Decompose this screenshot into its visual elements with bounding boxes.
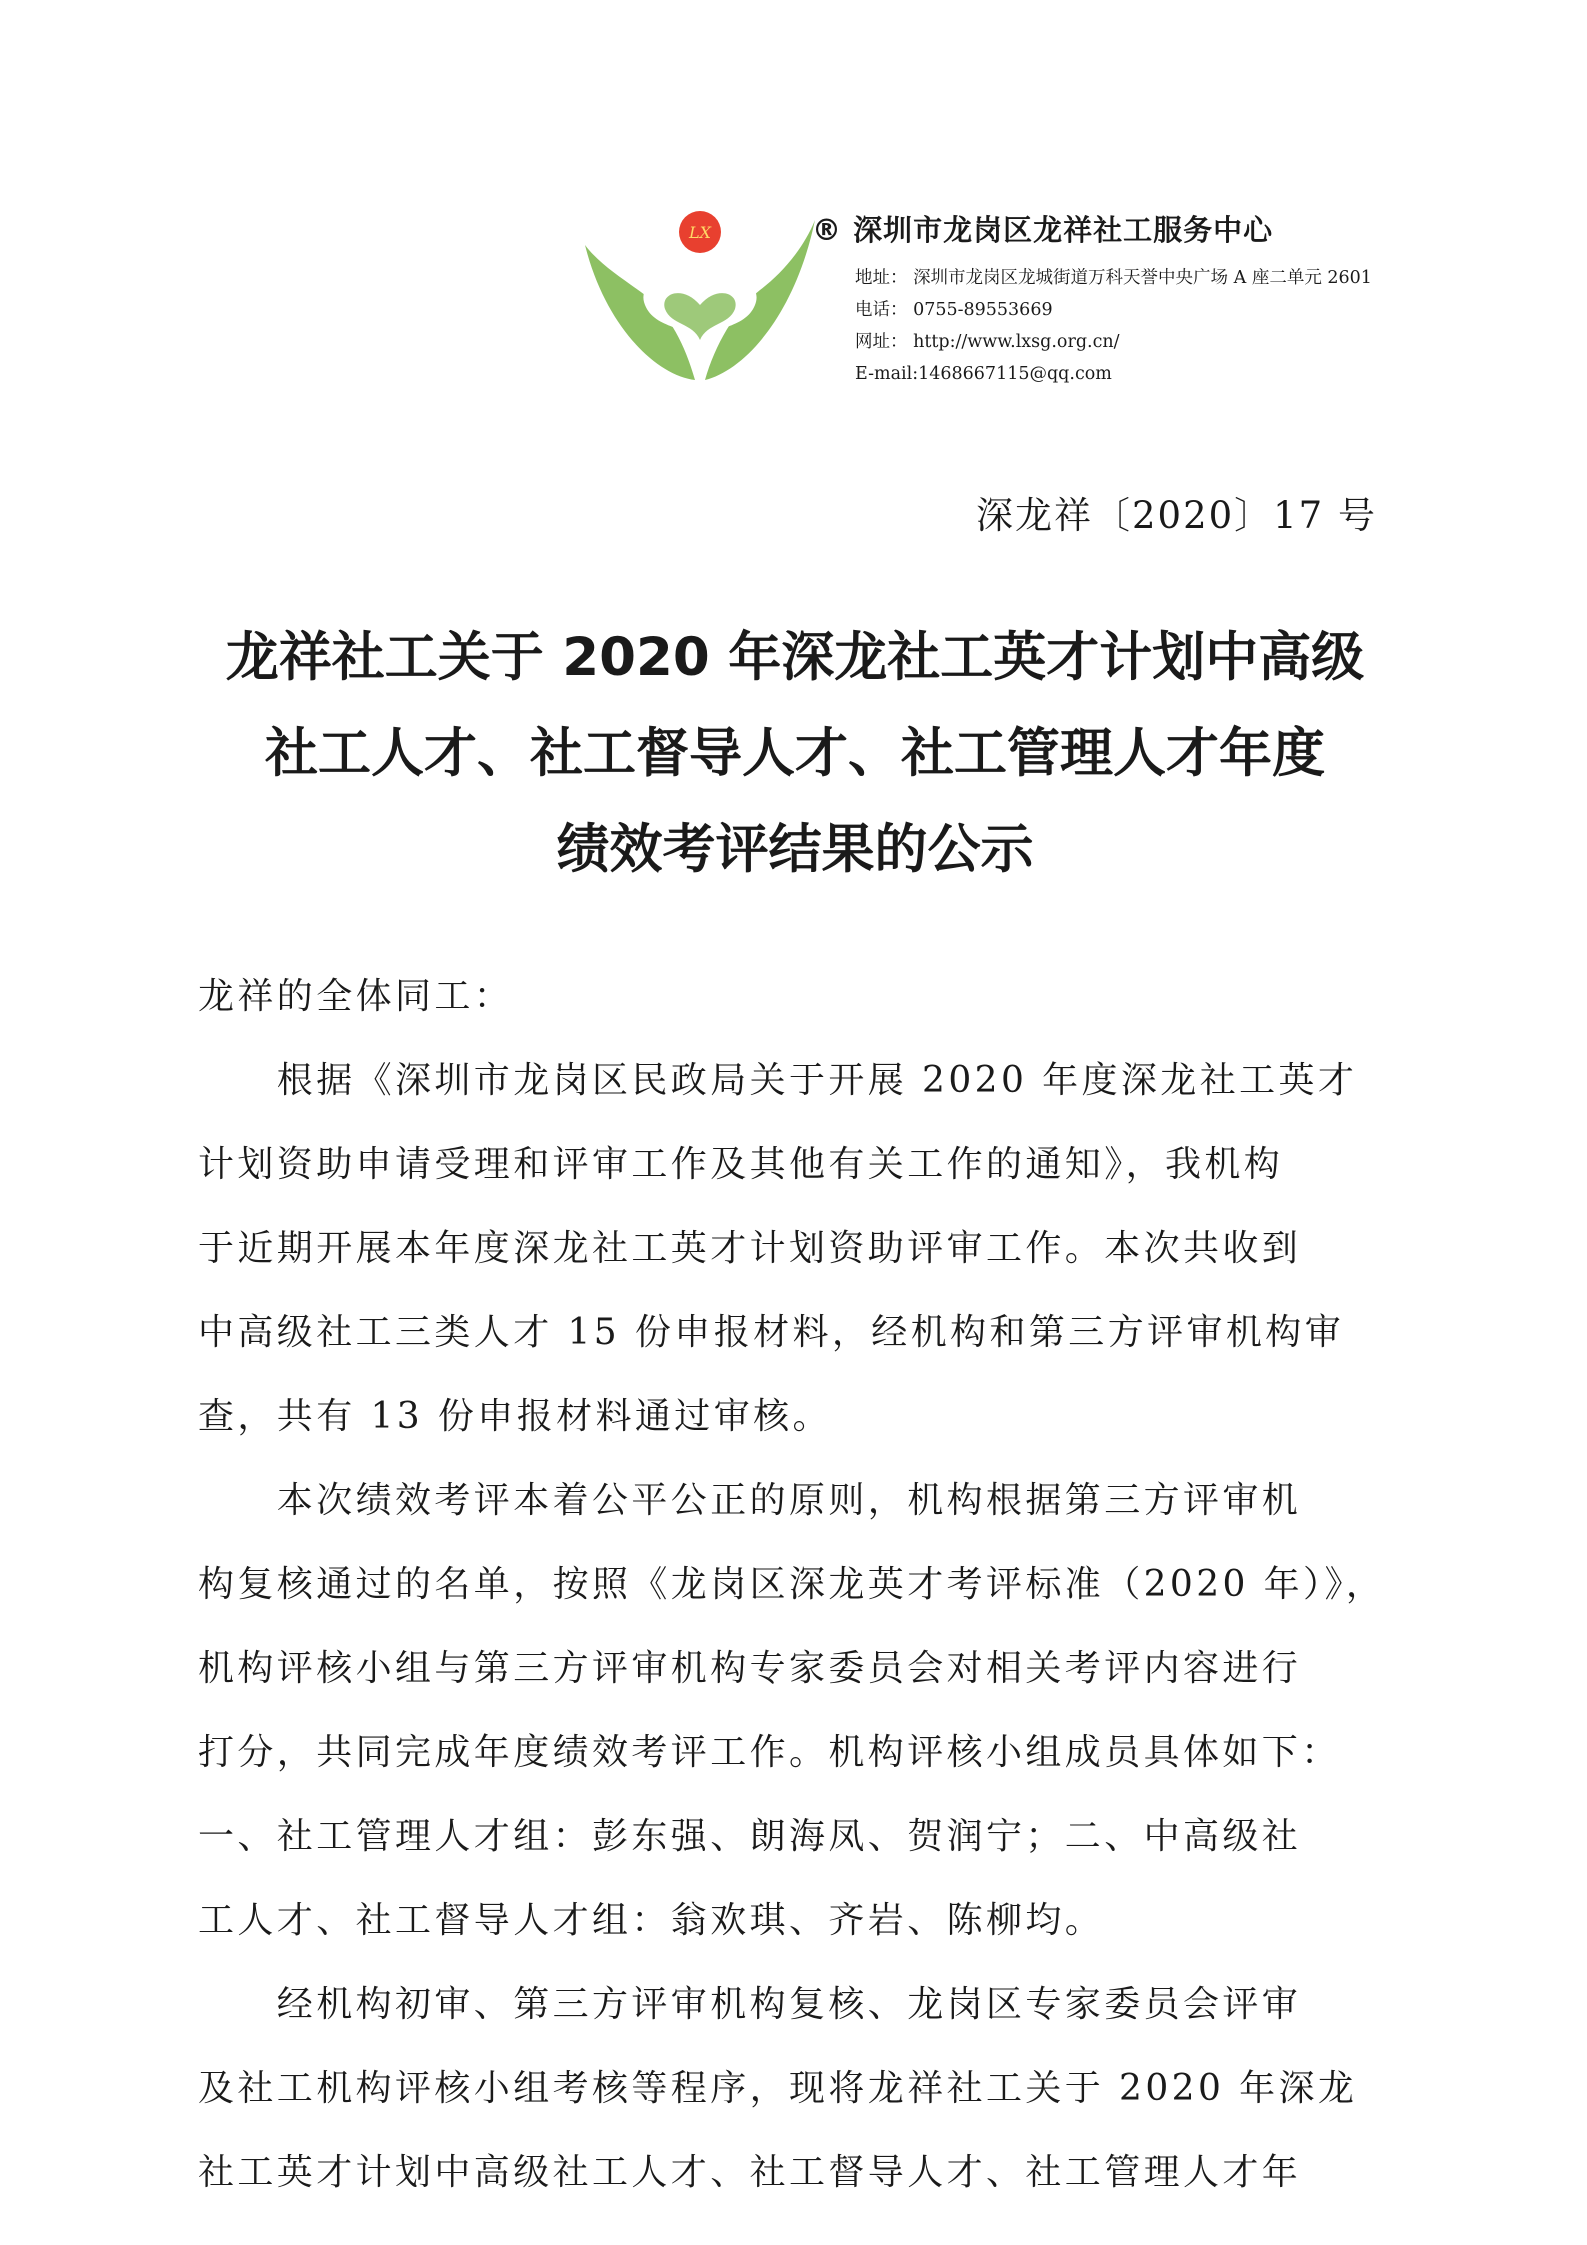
title-line-3: 绩效考评结果的公示 — [556, 819, 1034, 880]
body-line: 根据《深圳市龙岗区民政局关于开展 2020 年度深龙社工英才 — [198, 1060, 1358, 1101]
website-line: 网址： http://www.lxsg.org.cn/ — [855, 332, 1120, 352]
organization-name: ® 深圳市龙岗区龙祥社工服务中心 — [812, 213, 1274, 247]
body-line: 经机构初审、第三方评审机构复核、龙岗区专家委员会评审 — [198, 1984, 1302, 2025]
body-line: 中高级社工三类人才 15 份申报材料，经机构和第三方评审机构审 — [198, 1312, 1345, 1353]
body-line: 本次绩效考评本着公平公正的原则，机构根据第三方评审机 — [198, 1480, 1302, 1521]
document-title — [190, 610, 1400, 898]
salutation: 龙祥的全体同工： — [198, 976, 514, 1017]
org-logo — [575, 205, 825, 385]
body-line: 工人才、社工督导人才组：翁欢琪、齐岩、陈柳均。 — [198, 1900, 1105, 1941]
document-number: 深龙祥〔2020〕17 号 — [975, 494, 1377, 537]
logo-initials: LX — [688, 223, 712, 242]
body-line: 机构评核小组与第三方评审机构专家委员会对相关考评内容进行 — [198, 1648, 1302, 1689]
document-body — [198, 955, 1388, 2215]
leaf-heart-logo-icon — [575, 205, 825, 385]
body-line: 于近期开展本年度深龙社工英才计划资助评审工作。本次共收到 — [198, 1228, 1302, 1269]
body-line: 查，共有 13 份申报材料通过审核。 — [198, 1396, 832, 1437]
contact-info — [855, 262, 1372, 390]
title-line-1: 龙祥社工关于 2020 年深龙社工英才计划中高级 — [225, 627, 1365, 688]
body-line: 计划资助申请受理和评审工作及其他有关工作的通知》，我机构 — [198, 1144, 1284, 1185]
title-line-2: 社工人才、社工督导人才、社工管理人才年度 — [265, 723, 1325, 784]
body-line: 及社工机构评核小组考核等程序，现将龙祥社工关于 2020 年深龙 — [198, 2068, 1358, 2109]
body-line: 构复核通过的名单，按照《龙岗区深龙英才考评标准（2020 年）》， — [198, 1564, 1386, 1605]
body-line: 社工英才计划中高级社工人才、社工督导人才、社工管理人才年 — [198, 2152, 1302, 2193]
phone-line: 电话： 0755-89553669 — [855, 300, 1053, 320]
body-line: 打分，共同完成年度绩效考评工作。机构评核小组成员具体如下： — [198, 1732, 1341, 1773]
address-line: 地址： 深圳市龙岗区龙城街道万科天誉中央广场 A 座二单元 2601 — [855, 268, 1372, 288]
body-line: 一、社工管理人才组：彭东强、朗海凤、贺润宁；二、中高级社 — [198, 1816, 1302, 1857]
email-line: E-mail:1468667115@qq.com — [855, 364, 1112, 384]
